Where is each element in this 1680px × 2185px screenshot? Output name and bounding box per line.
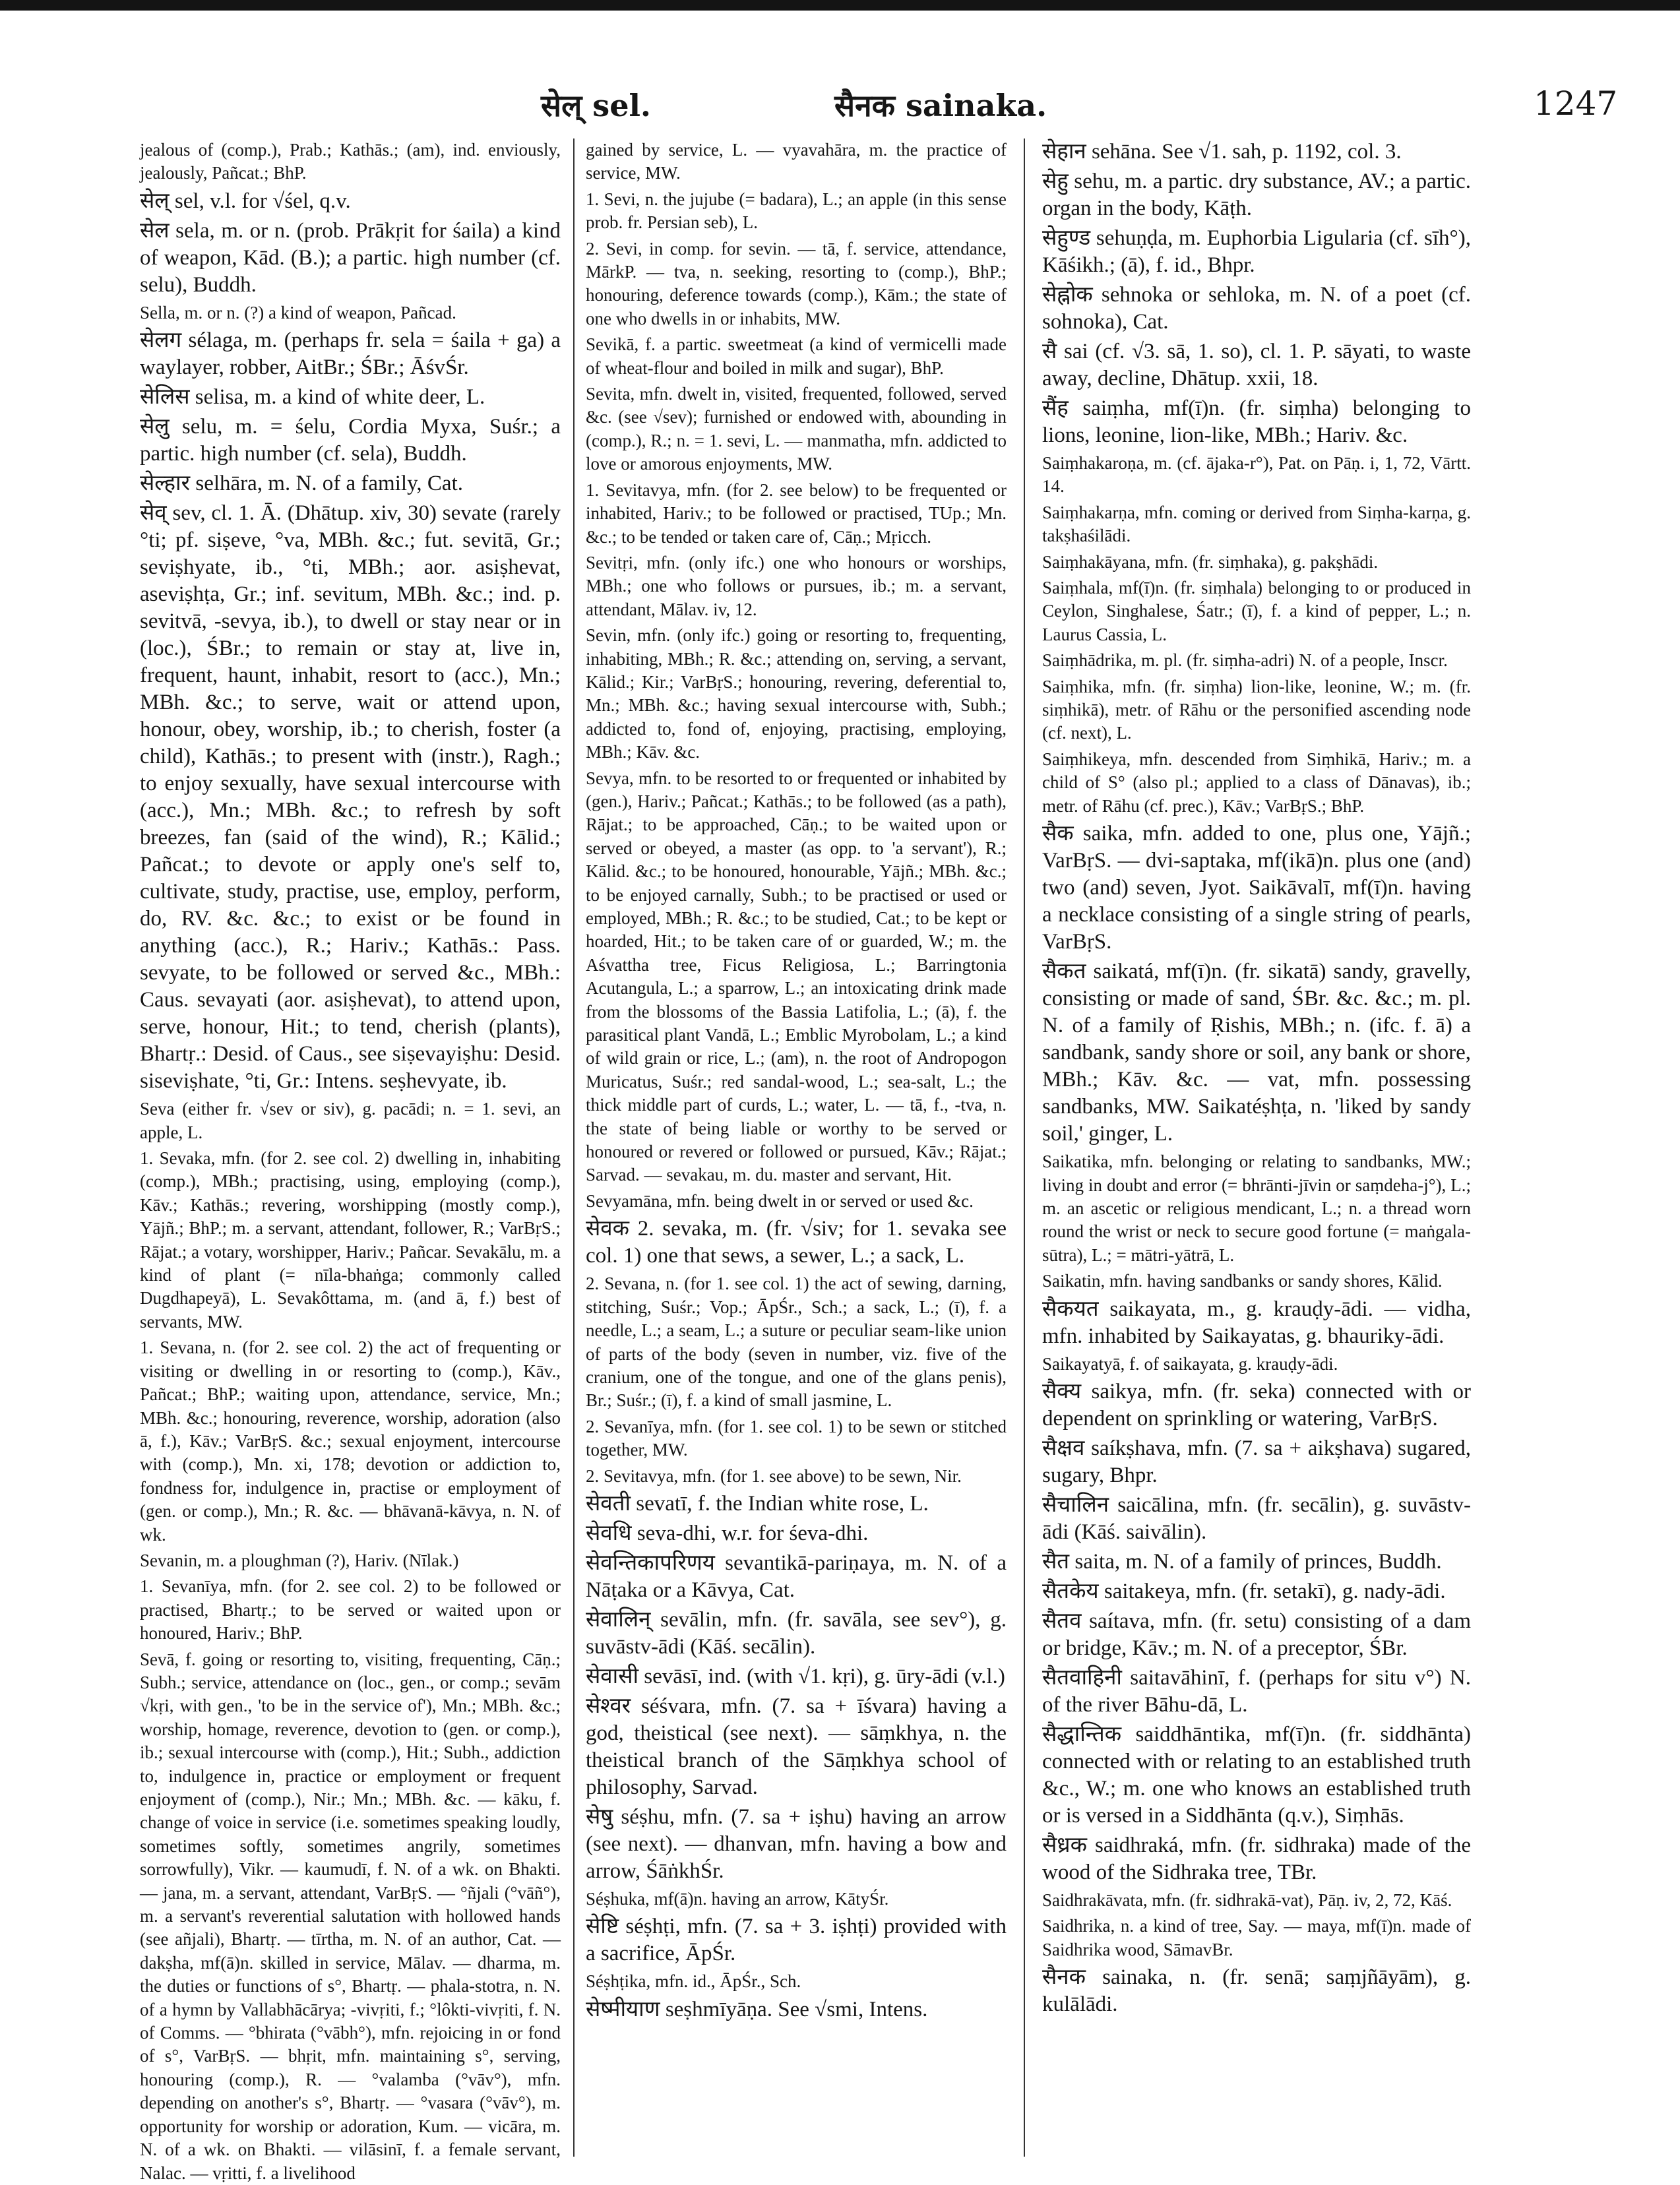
top-edge-bar: [0, 0, 1680, 11]
page-number: 1247: [1534, 84, 1618, 123]
dictionary-entry: सेलिस selisa, m. a kind of white deer, L.: [140, 385, 485, 410]
dictionary-entry: सेवालिन् sevālin, mfn. (fr. savāla, see sev°), g. suvāstv-ādi (Kāś. secālin).: [586, 1607, 1007, 1659]
dictionary-entry: सेवासी sevāsī, ind. (with √1. kṛi), g. ūry-ādi (v.l.): [586, 1664, 1005, 1688]
dictionary-entry: सैतकेय saitakeya, mfn. (fr. setakī), g. nady-ādi.: [1042, 1579, 1446, 1603]
dictionary-entry: Saiṃhikeya, mfn. descended from Siṃhikā, Hariv.; m. a child of S° (also pl.; applied to a class of Dānavas), ib.; metr. of Rāhu (cf. prec.), Kāv.; VarBṛS.; BhP.: [1042, 749, 1471, 816]
dictionary-entry: सेष्टि séṣhṭi, mfn. (7. sa + 3. iṣhṭi) provided with a sacrifice, ĀpŚr.: [586, 1915, 1007, 1966]
dictionary-entry: Séṣhuka, mf(ā)n. having an arrow, KātyŚr.: [586, 1888, 889, 1909]
dictionary-entry: सैनक sainaka, n. (fr. senā; saṃjñāyām), g. kulālādi.: [1042, 1965, 1471, 2017]
dictionary-entry: सेलग sélaga, m. (perhaps fr. sela = śaila + ga) a waylayer, robber, AitBr.; ŚBr.; ĀśvŚr.: [140, 328, 561, 380]
dictionary-entry: सेव् sev, cl. 1. Ā. (Dhātup. xiv, 30) sevate (rarely °ti; pf. siṣeve, °va, MBh. &c.; fut. sevitā, Gr.; seviṣhyate, ib., °ti, MBh.; aor. asiṣhevat, aseviṣhṭa, Gr.; inf. sevitum, MBh. &c.; ind. p. sevitvā, -sevya, ib.), to dwell or stay near or in (loc.), ŚBr.; to remain or stay at, live in, frequent, haunt, inhabit, resort to (acc.), Mn.; MBh. &c.; to serve, wait or attend upon, honour, obey, worship, ib.; to cherish, foster (a child), Kathās.; to present with (instr.), Ragh.; to enjoy sexually, have sexual intercourse with (acc.), Mn.; MBh. &c.; to refresh by soft breezes, fan (said of the wind), R.; Kālid.; Pañcat.; to devote or apply one's self to, cultivate, study, practise, use, employ, perform, do, RV. &c. &c.; to exist or be found in anything (acc.), R.; Hariv.; Kathās.: Pass. sevyate, to be followed or served &c., MBh.: Caus. sevayati (aor. asiṣhevat), to attend upon, serve, honour, Hit.; to tend, cherish (plants), Bhartṛ.: Desid. of Caus., see siṣevayiṣhu: Desid. siseviṣhate, °ti, Gr.: Intens. seṣhevyate, ib.: [140, 501, 561, 1093]
dictionary-entry: सेहु sehu, m. a partic. dry substance, AV.; a partic. organ in the body, Kāṭh.: [1042, 169, 1471, 220]
dictionary-entry: सेल sela, m. or n. (prob. Prākṛit for śaila) a kind of weapon, Kād. (B.); a partic. high number (cf. selu), Buddh.: [140, 218, 561, 297]
dictionary-entry: सेह्नोक sehnoka or sehloka, m. N. of a poet (cf. sohnoka), Cat.: [1042, 283, 1471, 334]
dictionary-entry: Séṣhṭika, mfn. id., ĀpŚr., Sch.: [586, 1971, 801, 1992]
dictionary-entry: सैतवाहिनी saitavāhinī, f. (perhaps for situ v°) N. of the river Bāhu-dā, L.: [1042, 1665, 1471, 1717]
column-rule: [1024, 138, 1025, 2157]
header-center-guide-word: सैनक sainaka.: [834, 88, 1047, 123]
dictionary-column-3: [1042, 138, 1471, 2163]
header-left-guide-word: सेल् sel.: [541, 88, 651, 123]
column-rule: [573, 138, 575, 2157]
dictionary-entry: सै sai (cf. √3. sā, 1. so), cl. 1. P. sāyati, to waste away, decline, Dhātup. xxii, 18.: [1042, 340, 1471, 390]
dictionary-entry: Seva (either fr. √sev or siv), g. pacādi; n. = 1. sevi, an apple, L.: [140, 1099, 561, 1142]
dictionary-entry: Saikatin, mfn. having sandbanks or sandy shores, Kālid.: [1042, 1271, 1443, 1291]
dictionary-entry: सेवक 2. sevaka, m. (fr. √siv; for 1. sevaka see col. 1) one that sews, a sewer, L.; a sack, L.: [586, 1217, 1007, 1268]
dictionary-entry: सैकयत saikayata, m., g. krauḍy-ādi. — vidha, mfn. inhabited by Saikayatas, g. bhauriky-ādi.: [1042, 1297, 1471, 1348]
dictionary-entry: सैचालिन saicālina, mfn. (fr. secālin), g. suvāstv-ādi (Kāś. saivālin).: [1042, 1493, 1471, 1544]
dictionary-entry: 2. Sevana, n. (for 1. see col. 1) the act of sewing, darning, stitching, Suśr.; Vop.; ĀpŚr., Sch.; a sack, L.; (ī), f. a needle, L.; a seam, L.; a suture or peculiar seam-like union of parts of the body (seven in number, viz. five of the cranium, one of the tongue, and one of the glans penis), Br.; Suśr.; (ī), f. a kind of small jasmine, L.: [586, 1274, 1007, 1411]
dictionary-entry: 1. Sevi, n. the jujube (= badara), L.; an apple (in this sense prob. fr. Persian seb), L.: [586, 189, 1007, 233]
dictionary-entry: Saikayatyā, f. of saikayata, g. krauḍy-ādi.: [1042, 1353, 1338, 1374]
dictionary-entry: Sevya, mfn. to be resorted to or frequented or inhabited by (gen.), Hariv.; Pañcat.; Kathās.; to be followed (as a path), Rājat.; to be approached, Cāṇ.; to be waited upon or served or obeyed, a master (as opp. to 'a servant'), R.; Kālid. &c.; to be honoured, honourable, Yājñ.; MBh. &c.; to be enjoyed carnally, Subh.; to be practised or used or employed, MBh.; R. &c.; to be studied, Cat.; to be kept or hoarded, Hit.; to be taken care of or guarded, W.; m. the Aśvattha tree, Ficus Religiosa, L.; Barringtonia Acutangula, L.; a sparrow, L.; an intoxicating drink made from the blossoms of the Bassia Latifolia, L.; (ā), f. the parasitical plant Vandā, L.; Emblic Myrobolam, L.; a kind of wild grain or rice, L.; (am), n. the root of Andropogon Muricatus, Suśr.; red sandal-wood, L.; sea-salt, L.; the thick middle part of curds, L.; water, L. — tā, f., -tva, n. the state of being liable or worthy to be served or honoured or revered or followed or pursued, Kāv.; Rājat.; Sarvad. — sevakau, m. du. master and servant, Hit.: [586, 768, 1007, 1185]
dictionary-entry: Saiṃhakāyana, mfn. (fr. siṃhaka), g. pakṣhādi.: [1042, 551, 1379, 572]
dictionary-entry: सेहान sehāna. See √1. sah, p. 1192, col. 3.: [1042, 140, 1402, 164]
dictionary-entry: सेषु séṣhu, mfn. (7. sa + iṣhu) having an arrow (see next). — dhanvan, mfn. having a bow and arrow, ŚāṅkhŚr.: [586, 1804, 1007, 1883]
dictionary-entry: सेवन्तिकापरिणय sevantikā-pariṇaya, m. N. of a Nāṭaka or a Kāvya, Cat.: [586, 1551, 1007, 1602]
dictionary-entry: Sevita, mfn. dwelt in, visited, frequented, followed, served &c. (see √sev); furnished or endowed with, abounding in (comp.), R.; n. = 1. sevi, L. — manmatha, mfn. addicted to love or amorous enjoyments, MW.: [586, 384, 1007, 474]
dictionary-entry: Sevin, mfn. (only ifc.) going or resorting to, frequenting, inhabiting, MBh.; R. &c.; attending on, serving, a servant, Kālid.; Kir.; VarBṛS.; honouring, revering, deferential to, Mn.; MBh. &c.; having sexual intercourse with, Subh.; addicted to, fond of, enjoying, practising, employing, MBh.; Kāv. &c.: [586, 625, 1007, 762]
dictionary-entry: Saiṃhakarṇa, mfn. coming or derived from Siṃha-karṇa, g. takṣhaśilādi.: [1042, 502, 1471, 546]
dictionary-entry: Sevā, f. going or resorting to, visiting, frequenting, Cāṇ.; Subh.; service, attendance on (loc., gen., or comp.; sevām √kṛi, with gen., 'to be in the service of'), Mn.; MBh. &c.; worship, homage, reverence, devotion to (gen. or comp.), ib.; sexual intercourse with (comp.), Hit.; Subh., addiction to, indulgence in, practice or employment or frequent enjoyment of (comp.), Nir.; Mn.; MBh. &c. — kāku, f. change of voice in service (i.e. sometimes speaking loudly, sometimes softly, sometimes angrily, sometimes sorrowfully), Vikr. — kaumudī, f. N. of a wk. on Bhakti. — jana, m. a servant, attendant, VarBṛS. — °ñjali (°vāñ°), m. a servant's reverential salutation with hollowed hands (see añjali), Bhartṛ. — tīrtha, m. N. of an author, Cat. — dakṣha, mf(ā)n. skilled in service, Mālav. — dharma, m. the duties or functions of s°, Bhartṛ. — phala-stotra, n. N. of a hymn by Vallabhācārya; -vivṛiti, f.; °lôkti-vivṛiti, f. N. of Comms. — °bhirata (°vābh°), mfn. rejoicing in or fond of s°, VarBṛS. — bhṛit, mfn. maintaining s°, serving, honouring (comp.), R. — °valamba (°vāv°), mfn. depending on another's s°, Bhartṛ. — °vasara (°vāv°), m. opportunity for worship or adoration, Kum. — vicāra, m. N. of a wk. on Bhakti. — vilāsinī, f. a female servant, Nalac. — vṛitti, f. a livelihood: [140, 1649, 561, 2183]
dictionary-entry: Saiṃhika, mfn. (fr. siṃha) lion-like, leonine, W.; m. (fr. siṃhikā), metr. of Rāhu or the personified ascending node (cf. next), L.: [1042, 676, 1471, 743]
dictionary-entry: सैतव saítava, mfn. (fr. setu) consisting of a dam or bridge, Kāv.; m. N. of a preceptor, ŚBr.: [1042, 1609, 1471, 1660]
dictionary-column-2: [586, 138, 1007, 2163]
dictionary-entry: Saiṃhakaroṇa, m. (cf. ājaka-r°), Pat. on Pāṇ. i, 1, 72, Vārtt. 14.: [1042, 453, 1471, 497]
dictionary-entry: सैक्य saikya, mfn. (fr. seka) connected with or dependent on sprinkling or watering, VarBṛS.: [1042, 1379, 1471, 1431]
dictionary-entry: सेहुण्ड sehuṇḍa, m. Euphorbia Ligularia (cf. sīh°), Kāśikh.; (ā), f. id., Bhpr.: [1042, 226, 1471, 277]
dictionary-entry: Sevanin, m. a ploughman (?), Hariv. (Nīlak.): [140, 1550, 459, 1570]
dictionary-entry: सैकत saikatá, mf(ī)n. (fr. sikatā) sandy, gravelly, consisting or made of sand, ŚBr. &c. &c.; m. pl. N. of a family of Ṛishis, MBh.; n. (ifc. f. ā) a sandbank, sandy shore or soil, any bank or shore, MBh.; Kāv. &c. — vat, mfn. possessing sandbanks, MW. Saikatéṣhṭa, n. 'liked by sandy soil,' ginger, L.: [1042, 960, 1471, 1146]
dictionary-entry: सैंह saiṃha, mf(ī)n. (fr. siṃha) belonging to lions, leonine, lion-like, MBh.; Hariv. &c.: [1042, 396, 1471, 447]
dictionary-entry: सैद्धान्तिक saiddhāntika, mf(ī)n. (fr. siddhānta) connected with or relating to an established truth &c., W.; m. one who knows an established truth or is versed in a Siddhānta (q.v.), Siṃhās.: [1042, 1722, 1471, 1828]
dictionary-entry: सैक saika, mfn. added to one, plus one, Yājñ.; VarBṛS. — dvi-saptaka, mf(ikā)n. plus one (and) two (and) seven, Jyot. Saikāvalī, mf(ī)n. having a necklace consisting of a single string of pearls, VarBṛS.: [1042, 822, 1471, 954]
dictionary-entry: 1. Sevanīya, mfn. (for 2. see col. 2) to be followed or practised, Bhartṛ.; to be served or waited upon or honoured, Hariv.; BhP.: [140, 1576, 561, 1644]
dictionary-entry: 2. Sevitavya, mfn. (for 1. see above) to be sewn, Nir.: [586, 1465, 962, 1486]
dictionary-entry: Saidhrika, n. a kind of tree, Say. — maya, mf(ī)n. made of Saidhrika wood, SāmavBr.: [1042, 1916, 1471, 1959]
dictionary-entry: 1. Sevitavya, mfn. (for 2. see below) to be frequented or inhabited, Hariv.; to be followed or practised, TUp.; Mn. &c.; to be tended or taken care of, Cāṇ.; Mṛicch.: [586, 479, 1007, 547]
dictionary-entry: gained by service, L. — vyavahāra, m. the practice of service, MW.: [586, 140, 1007, 183]
dictionary-entry: सेल् sel, v.l. for √śel, q.v.: [140, 189, 351, 213]
dictionary-entry: jealous of (comp.), Prab.; Kathās.; (am), ind. enviously, jealously, Pañcat.; BhP.: [140, 140, 561, 183]
dictionary-entry: सेल्हार selhāra, m. N. of a family, Cat.: [140, 472, 463, 496]
dictionary-entry: 2. Sevanīya, mfn. (for 1. see col. 1) to be sewn or stitched together, MW.: [586, 1416, 1007, 1460]
dictionary-entry: Sevyamāna, mfn. being dwelt in or served or used &c.: [586, 1190, 974, 1211]
dictionary-entry: सेवती sevatī, f. the Indian white rose, L.: [586, 1491, 929, 1516]
dictionary-entry: सैक्षव saíkṣhava, mfn. (7. sa + aikṣhava) sugared, sugary, Bhpr.: [1042, 1436, 1471, 1487]
dictionary-entry: Saidhrakāvata, mfn. (fr. sidhrakā-vat), Pāṇ. iv, 2, 72, Kāś.: [1042, 1890, 1452, 1910]
dictionary-entry: Sevikā, f. a partic. sweetmeat (a kind of vermicelli made of wheat-flour and boiled in milk and sugar), BhP.: [586, 334, 1007, 378]
dictionary-entry: 2. Sevi, in comp. for sevin. — tā, f. service, attendance, MārkP. — tva, n. seeking, resorting to (comp.), BhP.; honouring, deference towards (comp.), Kām.; the state of one who dwells in or inhabits, MW.: [586, 238, 1007, 328]
dictionary-entry: सैध्रक saidhraká, mfn. (fr. sidhraka) made of the wood of the Sidhraka tree, TBr.: [1042, 1833, 1471, 1884]
dictionary-entry: 1. Sevaka, mfn. (for 2. see col. 2) dwelling in, inhabiting (comp.), MBh.; practising, using, employing (comp.), Kāv.; Kathās.; revering, worshipping (mostly comp.), Yājñ.; BhP.; m. a servant, attendant, follower, R.; VarBṛS.; Rājat.; a votary, worshipper, Hariv.; Pañcar. Sevakālu, m. a kind of plant (= nīla-bhaṅga; commonly called Dugdhapeyā), L. Sevakôttama, m. (and ā, f.) best of servants, MW.: [140, 1148, 561, 1332]
dictionary-entry: Saikatika, mfn. belonging or relating to sandbanks, MW.; living in doubt and error (= bhrānti-jīvin or saṃdeha-j°), L.; m. an ascetic or religious mendicant, L.; n. a thread worn round the wrist or neck to secure good fortune (= maṅgala-sūtra), L.; = mātri-yātrā, L.: [1042, 1152, 1471, 1265]
dictionary-entry: Saiṃhala, mf(ī)n. (fr. siṃhala) belonging to or produced in Ceylon, Singhalese, Śatr.; (ī), f. a kind of pepper, L.; n. Laurus Cassia, L.: [1042, 578, 1471, 644]
dictionary-entry: सेवधि seva-dhi, w.r. for śeva-dhi.: [586, 1521, 869, 1545]
dictionary-entry: 1. Sevana, n. (for 2. see col. 2) the act of frequenting or visiting or dwelling in or resorting to (comp.), Kāv., Pañcat.; BhP.; waiting upon, attendance, service, Mn.; MBh. &c.; honouring, reverence, worship, adoration (also ā, f.), Kāv.; VarBṛS. &c.; sexual enjoyment, intercourse with (comp.), Mn. xi, 178; devotion or addiction to, fondness for, indulgence in, practise or employment of (gen. or comp.), Mn.; R. &c. — bhāvanā-kāvya, n. N. of wk.: [140, 1338, 561, 1545]
dictionary-entry: Sevitṛi, mfn. (only ifc.) one who honours or worships, MBh.; one who follows or pursues, ib.; m. a servant, attendant, Mālav. iv, 12.: [586, 552, 1007, 619]
dictionary-column-1: [140, 138, 561, 2183]
dictionary-entry: सैत saita, m. N. of a family of princes, Buddh.: [1042, 1549, 1442, 1574]
dictionary-entry: सेलु selu, m. = śelu, Cordia Myxa, Suśr.; a partic. high number (cf. sela), Buddh.: [140, 415, 561, 466]
dictionary-entry: सेश्वर séśvara, mfn. (7. sa + īśvara) having a god, theistical (see next). — sāṃkhya, n. the theistical branch of the Sāṃkhya school of philosophy, Sarvad.: [586, 1694, 1007, 1799]
dictionary-entry: सेष्मीयाण seṣhmīyāṇa. See √smi, Intens.: [586, 1997, 928, 2021]
dictionary-entry: Sella, m. or n. (?) a kind of weapon, Pañcad.: [140, 302, 456, 323]
dictionary-entry: Saiṃhādrika, m. pl. (fr. siṃha-adri) N. of a people, Inscr.: [1042, 650, 1448, 671]
